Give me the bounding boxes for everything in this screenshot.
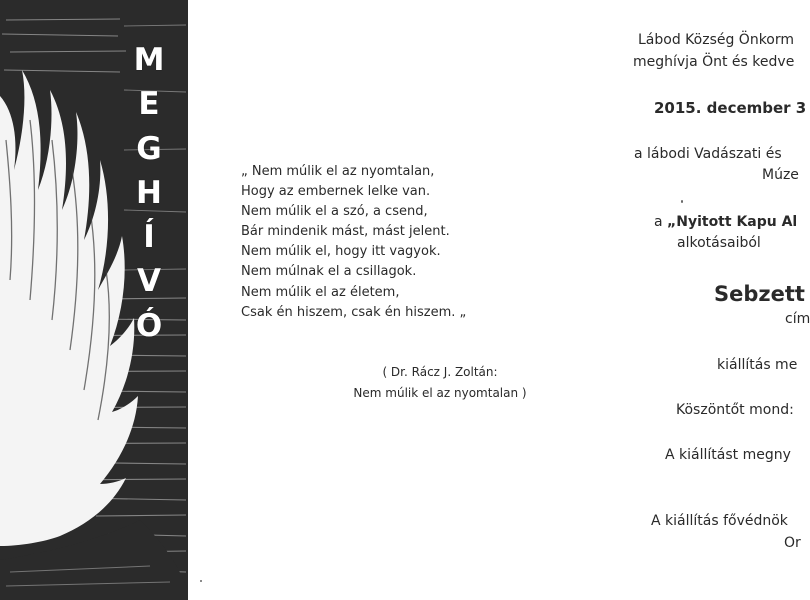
exhibit-title-suffix: cím [785,311,810,327]
poem-attribution [335,362,545,404]
title-letter: E [138,86,160,123]
scan-speck [200,580,202,582]
title-letter: M [133,42,165,78]
scan-speck [681,200,683,203]
artists-prefix: a [654,214,668,230]
artists-line-2: alkotásaiból [677,235,761,251]
poem-line: Nem múlik el a szó, a csend, [241,204,428,220]
title-letter: Ó [135,307,163,344]
opening-line: kiállítás me [717,357,798,373]
title-letter: H [136,174,162,211]
exhibit-title: Sebzett [714,282,805,306]
venue-line-1: a lábodi Vadászati és [634,146,782,162]
greeting-line: Köszöntőt mond: [676,402,794,418]
artists-line-1 [654,214,797,230]
artists-group: „Nyitott Kapu Al [667,214,798,230]
organizer-line: Lábod Község Önkorm [638,32,795,48]
poem-line: „ Nem múlik el az nyomtalan, [241,164,435,179]
patron-line-2: Or [784,535,801,551]
invites-line: meghívja Önt és kedve [633,54,795,70]
poem-line: Nem múlik el az életem, [241,284,400,300]
title-letter: V [137,263,161,300]
title-letter: G [136,130,162,167]
poem-line: Nem múlik el, hogy itt vagyok. [241,244,441,260]
attribution-title: Nem múlik el az nyomtalan ) [353,386,527,400]
woodcut-cover-panel [0,0,192,600]
venue-line-2: Múze [762,167,799,183]
poem-line: Csak én hiszem, csak én hiszem. „ [241,304,467,320]
opener-line: A kiállítást megny [665,447,791,463]
event-date: 2015. december 3 [654,99,807,117]
attribution-author: ( Dr. Rácz J. Zoltán: [382,365,498,379]
poem-line: Bár mindenik mást, mást jelent. [241,224,450,240]
patron-line-1: A kiállítás fővédnök [651,513,788,529]
poem-block [241,162,501,323]
poem-line: Nem múlnak el a csillagok. [241,264,417,280]
title-letter: Í [143,219,155,256]
vertical-title-meghivo [128,38,170,348]
poem-line: Hogy az embernek lelke van. [241,184,431,200]
